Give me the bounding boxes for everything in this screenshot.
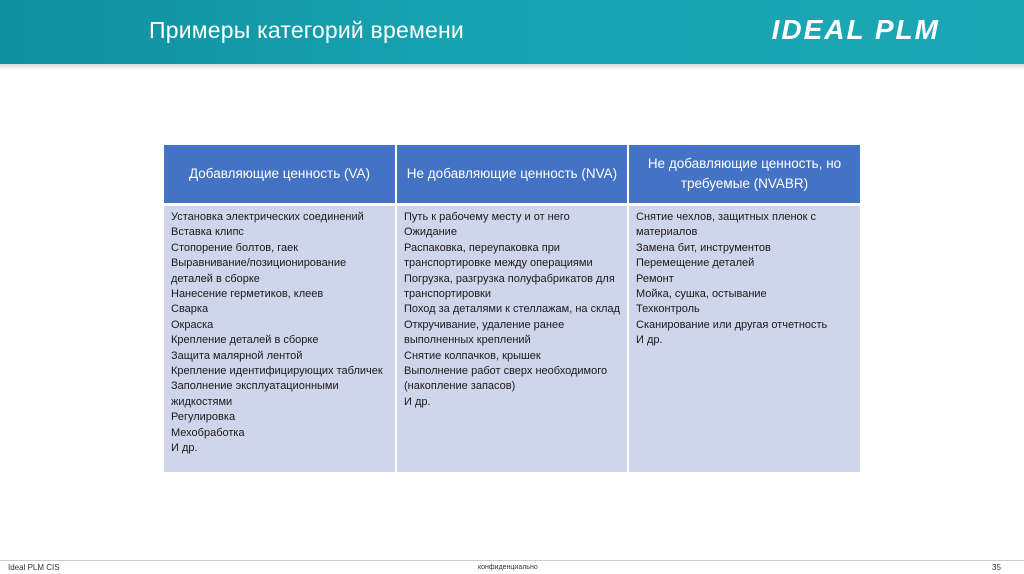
page-number: 35 xyxy=(992,563,1001,572)
time-categories-table xyxy=(164,145,860,472)
list-item: Нанесение герметиков, клеев xyxy=(171,288,324,301)
list-item: И др. xyxy=(171,442,198,455)
nvabr-list xyxy=(636,210,853,349)
footer-confidential: конфиденциально xyxy=(478,564,538,571)
column-header-nva: Не добавляющие ценность (NVA) xyxy=(396,145,628,205)
list-item: И др. xyxy=(404,395,431,408)
footer-divider xyxy=(0,560,1024,561)
list-item: Путь к рабочему месту и от него xyxy=(404,211,570,223)
va-list xyxy=(171,210,388,457)
list-item: Мойка, сушка, остывание xyxy=(636,288,767,301)
list-item: Снятие чехлов, защитных пленок с материалов xyxy=(636,211,817,239)
page-title: Примеры категорий времени xyxy=(149,17,464,43)
list-item: Установка электрических соединений xyxy=(171,211,364,223)
list-item: Ожидание xyxy=(404,226,457,239)
table-header-row xyxy=(164,145,860,205)
footer-company: Ideal PLM CIS xyxy=(8,563,60,572)
list-item: Защита малярной лентой xyxy=(171,349,303,362)
column-cell-nvabr xyxy=(628,205,860,473)
list-item: Мехобработка xyxy=(171,426,245,439)
list-item: Погрузка, разгрузка полуфабрикатов для транспортировки xyxy=(404,272,615,301)
list-item: Сканирование или другая отчетность xyxy=(636,318,828,331)
company-logo: IDEAL PLM xyxy=(771,14,940,45)
list-item: Выравнивание/позиционирование деталей в сборке xyxy=(171,257,347,285)
column-header-nvabr: Не добавляющие ценность, но требуемые (NVABR) xyxy=(628,145,860,205)
list-item: Вставка клипс xyxy=(171,226,244,239)
list-item: Регулировка xyxy=(171,411,236,424)
list-item: И др. xyxy=(636,334,663,347)
list-item: Замена бит, инструментов xyxy=(636,241,771,254)
nva-list xyxy=(404,210,620,410)
list-item: Перемещение деталей xyxy=(636,257,755,270)
column-cell-va xyxy=(164,205,396,473)
list-item: Окраска xyxy=(171,318,214,331)
list-item: Сварка xyxy=(171,303,209,316)
column-header-va: Добавляющие ценность (VA) xyxy=(164,145,396,205)
list-item: Ремонт xyxy=(636,272,674,285)
list-item: Стопорение болтов, гаек xyxy=(171,241,299,254)
list-item: Откручивание, удаление ранее выполненных креплений xyxy=(404,318,565,347)
list-item: Распаковка, переупаковка при транспортировке между операциями xyxy=(404,241,593,270)
header-bar xyxy=(0,0,1024,64)
column-cell-nva xyxy=(396,205,628,473)
list-item: Крепление деталей в сборке xyxy=(171,334,319,347)
list-item: Снятие колпачков, крышек xyxy=(404,349,541,362)
list-item: Выполнение работ сверх необходимого (накопление запасов) xyxy=(404,365,608,393)
list-item: Поход за деталями к стеллажам, на склад xyxy=(404,303,620,316)
header-shadow xyxy=(0,64,1024,70)
table-row xyxy=(164,205,860,473)
list-item: Крепление идентифицирующих табличек xyxy=(171,365,383,378)
list-item: Заполнение эксплуатационными жидкостями xyxy=(171,380,339,408)
list-item: Техконтроль xyxy=(636,303,700,316)
